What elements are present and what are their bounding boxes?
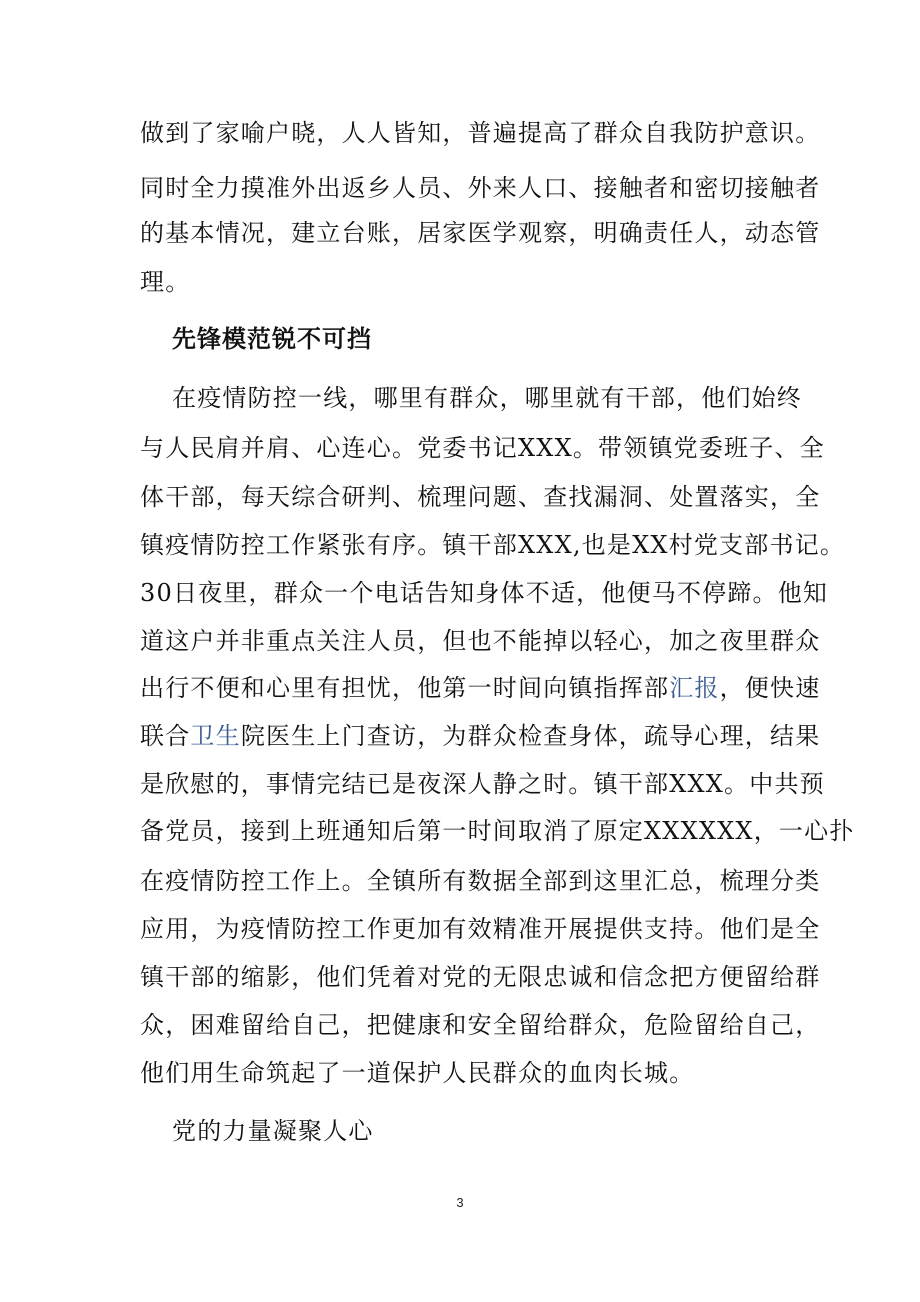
line-text: ，便快速: [719, 674, 821, 702]
page-number: 3: [456, 1195, 464, 1210]
paragraph-line: 体干部，每天综合研判、梳理问题、查找漏洞、处置落实，全: [140, 483, 821, 511]
paragraph-line: 道这户并非重点关注人员，但也不能掉以轻心，加之夜里群众: [140, 627, 821, 655]
paragraph-line: 备党员，接到上班通知后第一时间取消了原定XXXXXX，一心扑: [140, 817, 855, 845]
paragraph-line: 应用，为疫情防控工作更加有效精准开展提供支持。他们是全: [140, 915, 821, 943]
paragraph-line: 他们用生命筑起了一道保护人民群众的血肉长城。: [140, 1059, 695, 1087]
paragraph-line: 理。: [140, 268, 191, 296]
paragraph-line: 做到了家喻户晓，人人皆知，普遍提高了群众自我防护意识。: [140, 119, 821, 147]
paragraph-line: 同时全力摸准外出返乡人员、外来人口、接触者和密切接触者: [140, 174, 821, 202]
line-text: 出行不便和心里有担忧，他第一时间向镇指挥部: [140, 674, 670, 702]
paragraph-line-with-link: [140, 673, 821, 703]
paragraph-line: 众，困难留给自己，把健康和安全留给群众，危险留给自己，: [140, 1011, 821, 1039]
health-link[interactable]: 卫生: [190, 722, 241, 750]
paragraph-line: 是欣慰的，事情完结已是夜深人静之时。镇干部XXX。中共预: [140, 770, 825, 798]
line-text: 院医生上门查访，为群众检查身体，疏导心理，结果: [240, 722, 821, 750]
paragraph-line: 30日夜里，群众一个电话告知身体不适，他便马不停蹄。他知: [140, 579, 829, 607]
line-text: 联合: [140, 722, 191, 750]
section-heading: 党的力量凝聚人心: [172, 1117, 374, 1145]
section-heading: 先锋模范锐不可挡: [172, 324, 372, 353]
paragraph-line: 镇疫情防控工作紧张有序。镇干部XXX,也是XX村党支部书记。: [140, 531, 846, 559]
paragraph-line-with-link: [140, 721, 821, 751]
paragraph-line: 镇干部的缩影，他们凭着对党的无限忠诚和信念把方便留给群: [140, 963, 821, 991]
paragraph-line: 的基本情况，建立台账，居家医学观察，明确责任人，动态管: [140, 219, 821, 247]
paragraph-line: 在疫情防控一线，哪里有群众，哪里就有干部，他们始终: [172, 384, 802, 412]
report-link[interactable]: 汇报: [669, 674, 720, 702]
paragraph-line: 在疫情防控工作上。全镇所有数据全部到这里汇总，梳理分类: [140, 867, 821, 895]
paragraph-line: 与人民肩并肩、心连心。党委书记XXX。带领镇党委班子、全: [140, 434, 825, 462]
